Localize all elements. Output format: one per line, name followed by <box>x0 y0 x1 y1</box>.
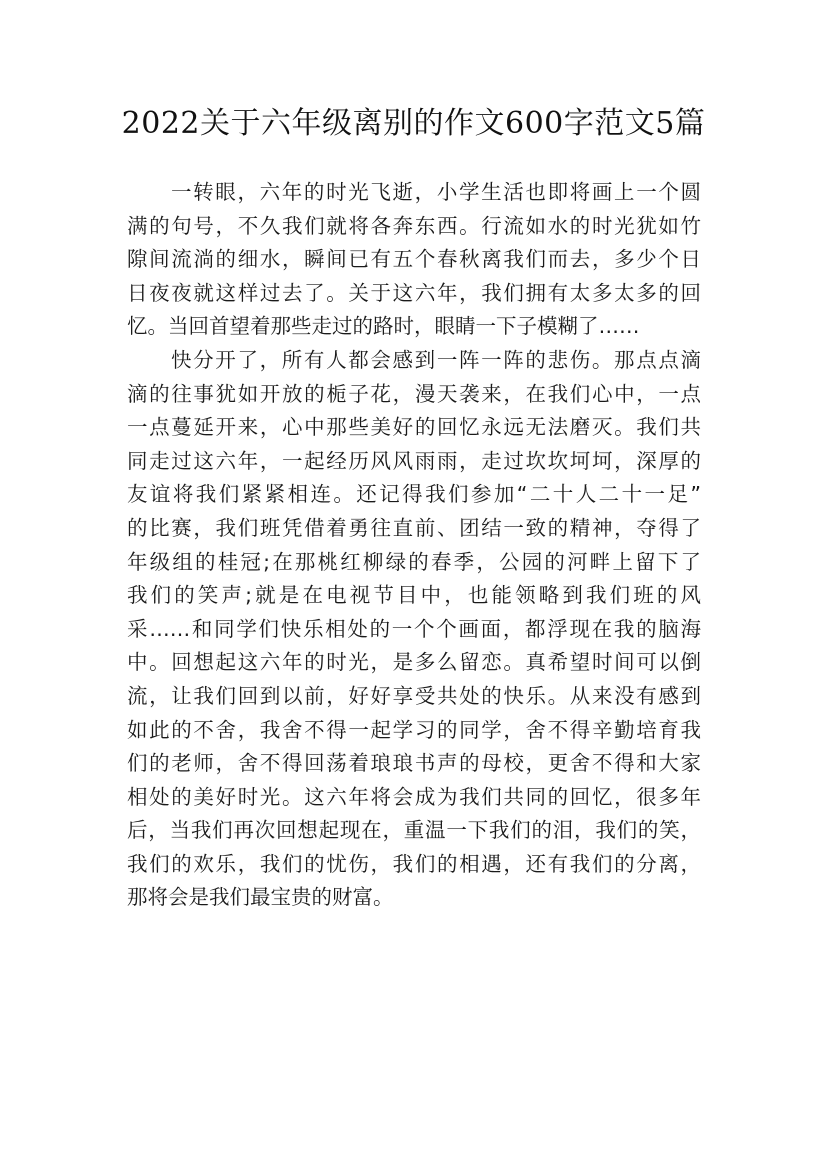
paragraph-line: 流，让我们回到以前，好好享受共处的快乐。从来没有感到 <box>127 683 701 708</box>
paragraph-line: 同走过这六年，一起经历风风雨雨，走过坎坎坷坷，深厚的 <box>127 448 701 473</box>
paragraph-line: 一转眼，六年的时光飞逝，小学生活也即将画上一个圆 <box>171 180 701 204</box>
paragraph-line: 日夜夜就这样过去了。关于这六年，我们拥有太多太多的回 <box>127 280 701 305</box>
paragraph-line: 那将会是我们最宝贵的财富。 <box>127 885 394 910</box>
paragraph-line: 我们的笑声;就是在电视节目中，也能领略到我们班的风 <box>127 583 701 608</box>
paragraph-line: 满的句号，不久我们就将各奔东西。行流如水的时光犹如竹 <box>127 213 701 238</box>
paragraph-line: 友谊将我们紧紧相连。还记得我们参加“二十人二十一足” <box>127 482 701 507</box>
paragraph-line: 年级组的桂冠;在那桃红柳绿的春季，公园的河畔上留下了 <box>127 549 701 574</box>
paragraph-1 <box>127 176 701 344</box>
paragraph-line: 们的老师，舍不得回荡着琅琅书声的母校，更舍不得和大家 <box>127 751 701 776</box>
paragraph-line: 滴的往事犹如开放的栀子花，漫天袭来，在我们心中，一点 <box>127 381 701 406</box>
document-body <box>127 176 701 915</box>
paragraph-line: 快分开了，所有人都会感到一阵一阵的悲伤。那点点滴 <box>171 347 701 372</box>
paragraph-line: 采……和同学们快乐相处的一个个画面，都浮现在我的脑海 <box>127 616 701 641</box>
paragraph-line: 相处的美好时光。这六年将会成为我们共同的回忆，很多年 <box>127 784 701 809</box>
page-title: 2022关于六年级离别的作文600字范文5篇 <box>121 106 706 141</box>
paragraph-line: 忆。当回首望着那些走过的路时，眼睛一下子模糊了…… <box>127 314 640 339</box>
paragraph-line: 的比赛，我们班凭借着勇往直前、团结一致的精神，夺得了 <box>127 515 701 540</box>
paragraph-line: 隙间流淌的细水，瞬间已有五个春秋离我们而去，多少个日 <box>127 247 701 272</box>
paragraph-line: 后，当我们再次回想起现在，重温一下我们的泪，我们的笑， <box>127 818 701 843</box>
paragraph-line: 我们的欢乐，我们的忧伤，我们的相遇，还有我们的分离， <box>127 851 701 876</box>
paragraph-line: 中。回想起这六年的时光，是多么留恋。真希望时间可以倒 <box>127 650 701 675</box>
paragraph-line: 一点蔓延开来，心中那些美好的回忆永远无法磨灭。我们共 <box>127 415 701 440</box>
paragraph-2 <box>127 344 701 915</box>
paragraph-line: 如此的不舍，我舍不得一起学习的同学，舍不得辛勤培育我 <box>127 717 701 742</box>
